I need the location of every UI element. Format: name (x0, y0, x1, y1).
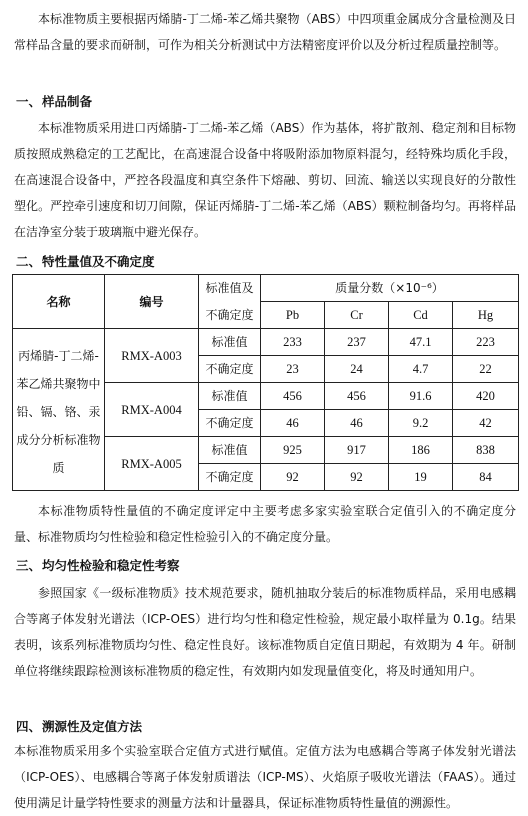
table-row (13, 329, 519, 356)
row-label: 不确定度 (199, 356, 261, 383)
header-mass-fraction: 质量分数（×10⁻⁶） (261, 275, 519, 302)
cell-uncertainty: 9.2 (389, 410, 453, 437)
header-element: Pb (261, 302, 325, 329)
cell-uncertainty: 46 (325, 410, 389, 437)
cell-uncertainty: 19 (389, 464, 453, 491)
section-number: 二、 (16, 254, 42, 269)
cell-value: 233 (261, 329, 325, 356)
cell-value: 47.1 (389, 329, 453, 356)
material-code: RMX-A004 (105, 383, 199, 437)
section-2-heading (16, 252, 496, 272)
cell-value: 838 (453, 437, 519, 464)
cell-value: 917 (325, 437, 389, 464)
header-type-line2: 不确定度 (199, 302, 261, 329)
cell-uncertainty: 42 (453, 410, 519, 437)
header-type (199, 275, 261, 302)
section-title: 样品制备 (42, 94, 93, 109)
section-number: 三、 (16, 558, 42, 573)
cell-value: 237 (325, 329, 389, 356)
row-label: 不确定度 (199, 410, 261, 437)
section-4-paragraph: 本标准物质采用多个实验室联合定值方式进行赋值。定值方法为电感耦合等离子体发射光谱法（ICP-OES）、电感耦合等离子体发射质谱法（ICP-MS）、火焰原子吸收光谱法（FAAS）。通过使用满足计量学特性要求的测量方法和计量器具，保证标准物质特性量值的溯源性。 (14, 744, 516, 810)
uncertainty-note-paragraph: 本标准物质特性量值的不确定度评定中主要考虑多家实验室联合定值引入的不确定度分量、标准物质均匀性检验和稳定性检验引入的不确定度分量。 (14, 504, 516, 544)
cell-value: 223 (453, 329, 519, 356)
header-code: 编号 (105, 275, 199, 329)
section-title: 特性量值及不确定度 (42, 254, 155, 269)
material-name: 丙烯腈-丁二烯-苯乙烯共聚物中铅、镉、铬、汞成分分析标准物质 (13, 329, 105, 491)
cell-value: 925 (261, 437, 325, 464)
cell-uncertainty: 24 (325, 356, 389, 383)
section-4-heading (16, 717, 496, 737)
cell-uncertainty: 23 (261, 356, 325, 383)
material-code: RMX-A005 (105, 437, 199, 491)
cell-uncertainty: 22 (453, 356, 519, 383)
cell-value: 456 (261, 383, 325, 410)
section-1-paragraph: 本标准物质采用进口丙烯腈-丁二烯-苯乙烯（ABS）作为基体，将扩散剂、稳定剂和目标物质按照成熟稳定的工艺配比，在高速混合设备中将吸附添加物原料混匀，经特殊均质化手段，在高速混合设备中，严控各段温度和真空条件下熔融、剪切、回流、输送以实现良好的分散性塑化。严控牵引速度和切刀间隙，保证丙烯腈-丁二烯-苯乙烯（ABS）颗粒制备均匀。再将样品在洁净室分装于玻璃瓶中避光保存。 (14, 121, 516, 239)
section-number: 四、 (16, 719, 42, 734)
header-type-line1: 标准值及 (205, 281, 254, 296)
header-element: Cd (389, 302, 453, 329)
row-label: 标准值 (199, 383, 261, 410)
header-element: Cr (325, 302, 389, 329)
cell-uncertainty: 92 (261, 464, 325, 491)
row-label: 不确定度 (199, 464, 261, 491)
section-title: 溯源性及定值方法 (42, 719, 143, 734)
property-values-table (12, 274, 519, 491)
material-code: RMX-A003 (105, 329, 199, 383)
section-1-heading (16, 92, 496, 112)
cell-value: 186 (389, 437, 453, 464)
cell-uncertainty: 84 (453, 464, 519, 491)
cell-uncertainty: 46 (261, 410, 325, 437)
cell-uncertainty: 92 (325, 464, 389, 491)
cell-value: 456 (325, 383, 389, 410)
cell-value: 91.6 (389, 383, 453, 410)
table-header-row (13, 275, 519, 302)
section-3-heading (16, 556, 496, 576)
cell-value: 420 (453, 383, 519, 410)
cell-uncertainty: 4.7 (389, 356, 453, 383)
section-3-paragraph: 参照国家《一级标准物质》技术规范要求，随机抽取分装后的标准物质样品，采用电感耦合等离子体发射光谱法（ICP-OES）进行均匀性和稳定性检验，规定最小取样量为 0.1g。结果表明，该系列标准物质均匀性、稳定性良好。该标准物质自定值日期起，有效期为 4 年。研制单位将继续跟踪检测该标准物质的稳定性，有效期内如发现量值变化，将及时通知用户。 (14, 586, 516, 678)
intro-paragraph: 本标准物质主要根据丙烯腈-丁二烯-苯乙烯共聚物（ABS）中四项重金属成分含量检测及日常样品含量的要求而研制，可作为相关分析测试中方法精密度评价以及分析过程质量控制等。 (14, 12, 516, 52)
section-number: 一、 (16, 94, 42, 109)
row-label: 标准值 (199, 437, 261, 464)
section-title: 均匀性检验和稳定性考察 (42, 558, 180, 573)
header-element: Hg (453, 302, 519, 329)
row-label: 标准值 (199, 329, 261, 356)
header-name: 名称 (13, 275, 105, 329)
